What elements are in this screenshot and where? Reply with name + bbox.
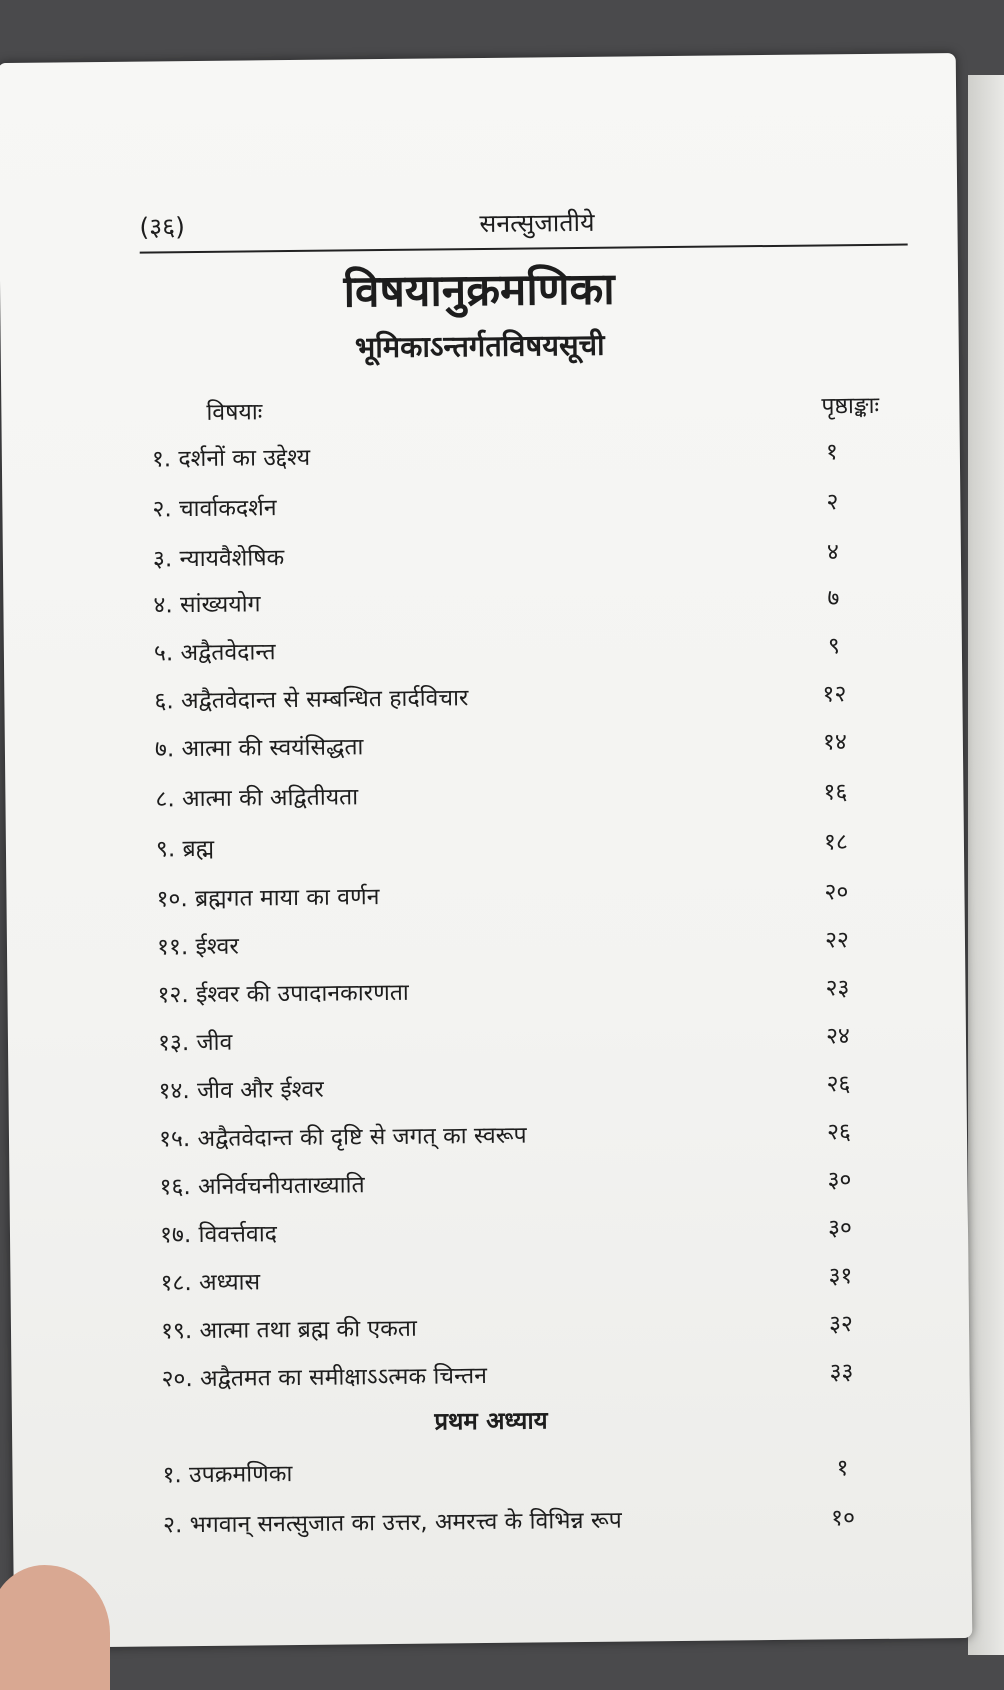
toc-entry	[157, 920, 867, 963]
toc-entry-page: २३	[825, 975, 850, 1002]
page-header	[139, 202, 907, 250]
toc-entry-title: ६. अद्वैतवेदान्त से सम्बन्धित हार्दविचार	[154, 685, 469, 715]
toc-entry	[157, 968, 867, 1011]
toc-entry	[163, 1498, 873, 1541]
toc-entry-title: २. चार्वाकदर्शन	[152, 495, 277, 523]
toc-entry-title: १५. अद्वैतवेदान्त की दृष्टि से जगत् का स्वरूप	[158, 1122, 527, 1153]
toc-entry-title: १७. विवर्त्तवाद	[159, 1221, 278, 1249]
toc-entry-page: ३०	[827, 1215, 853, 1242]
toc-entry	[162, 1448, 872, 1491]
toc-entry	[156, 822, 866, 865]
toc-entry	[159, 1160, 869, 1203]
toc-entry	[152, 432, 862, 475]
page-subtitle: भूमिकाऽन्तर्गतविषयसूची	[354, 327, 605, 365]
toc-entry-page: २६	[826, 1119, 852, 1146]
book-spine-edge	[968, 75, 1004, 1655]
toc-entry-page: १	[825, 439, 838, 466]
page-title: विषयानुक्रमणिका	[343, 263, 615, 318]
toc-entry-page: ३१	[828, 1263, 853, 1290]
toc-entry-title: १. दर्शनों का उद्देश्य	[151, 444, 311, 473]
toc-entry-title: १३. जीव	[157, 1029, 233, 1057]
toc-entry-title: ३. न्यायवैशेषिक	[152, 545, 285, 573]
toc-entry-page: १८	[823, 829, 849, 856]
toc-entry-page: २६	[826, 1071, 851, 1098]
toc-entry-title: ९. ब्रह्म	[155, 835, 215, 863]
toc-entry-page: १०	[830, 1505, 856, 1532]
toc-entry	[159, 1112, 869, 1155]
toc-entry	[152, 482, 862, 525]
toc-entry-title: ८. आत्मा की अद्वितीयता	[155, 784, 359, 813]
toc-entry-title: २०. अद्वैतमत का समीक्षाऽऽत्मक चिन्तन	[161, 1363, 488, 1393]
page-number: (३६)	[139, 212, 186, 242]
toc-entry-page: ३३	[829, 1359, 854, 1386]
toc-entry-title: १०. ब्रह्मगत माया का वर्णन	[156, 884, 380, 913]
toc-entry-title: १. उपक्रमणिका	[162, 1461, 293, 1489]
book-page	[0, 53, 972, 1648]
column-heading-page: पृष्ठाङ्काः	[821, 392, 880, 420]
toc-entry-page: २२	[824, 927, 850, 954]
toc-entry-page: ३०	[827, 1167, 852, 1194]
toc-entry	[155, 722, 865, 765]
column-heading-subject: विषयाः	[206, 399, 263, 426]
toc-entry	[154, 626, 864, 669]
toc-entry	[158, 1064, 868, 1107]
toc-entry	[160, 1256, 870, 1299]
toc-entry-title: १२. ईश्वर की उपादानकारणता	[157, 979, 409, 1009]
toc-entry-page: २	[826, 489, 839, 516]
toc-entry	[153, 578, 863, 621]
toc-entry-title: ५. अद्वैतवेदान्त	[153, 639, 276, 667]
toc-entry	[154, 674, 864, 717]
toc-entry-title: १८. अध्यास	[160, 1269, 261, 1297]
running-title: सनत्सुजातीये	[479, 207, 595, 239]
toc-entry	[156, 872, 866, 915]
toc-entry	[158, 1016, 868, 1059]
toc-entry-page: १४	[822, 729, 847, 756]
toc-entry-title: १६. अनिर्वचनीयताख्याति	[159, 1172, 365, 1201]
toc-entry	[155, 772, 865, 815]
toc-entry	[160, 1208, 870, 1251]
toc-entry-title: ४. सांख्ययोग	[153, 591, 261, 619]
toc-entry-page: २४	[825, 1023, 851, 1050]
toc-entry-page: १६	[823, 779, 848, 806]
toc-entry-page: १	[836, 1455, 849, 1482]
toc-entry	[153, 532, 863, 575]
section-heading: प्रथम अध्याय	[434, 1406, 548, 1436]
toc-entry-title: १४. जीव और ईश्वर	[158, 1076, 324, 1105]
toc-entry-page: २०	[824, 879, 849, 906]
toc-entry	[161, 1304, 871, 1347]
toc-entry-page: ७	[827, 585, 840, 612]
toc-entry-title: ७. आत्मा की स्वयंसिद्धता	[154, 734, 364, 763]
toc-entry	[161, 1352, 871, 1395]
toc-entry-page: १२	[822, 681, 847, 708]
toc-entry-page: ९	[827, 633, 841, 660]
toc-entry-page: ३२	[828, 1311, 854, 1338]
toc-entry-title: १९. आत्मा तथा ब्रह्म की एकता	[160, 1315, 417, 1345]
toc-entry-title: २. भगवान् सनत्सुजात का उत्तर, अमरत्त्व के विभिन्न रूप	[162, 1507, 622, 1539]
toc-entry-title: ११. ईश्वर	[156, 933, 239, 961]
toc-entry-page: ४	[826, 539, 840, 566]
